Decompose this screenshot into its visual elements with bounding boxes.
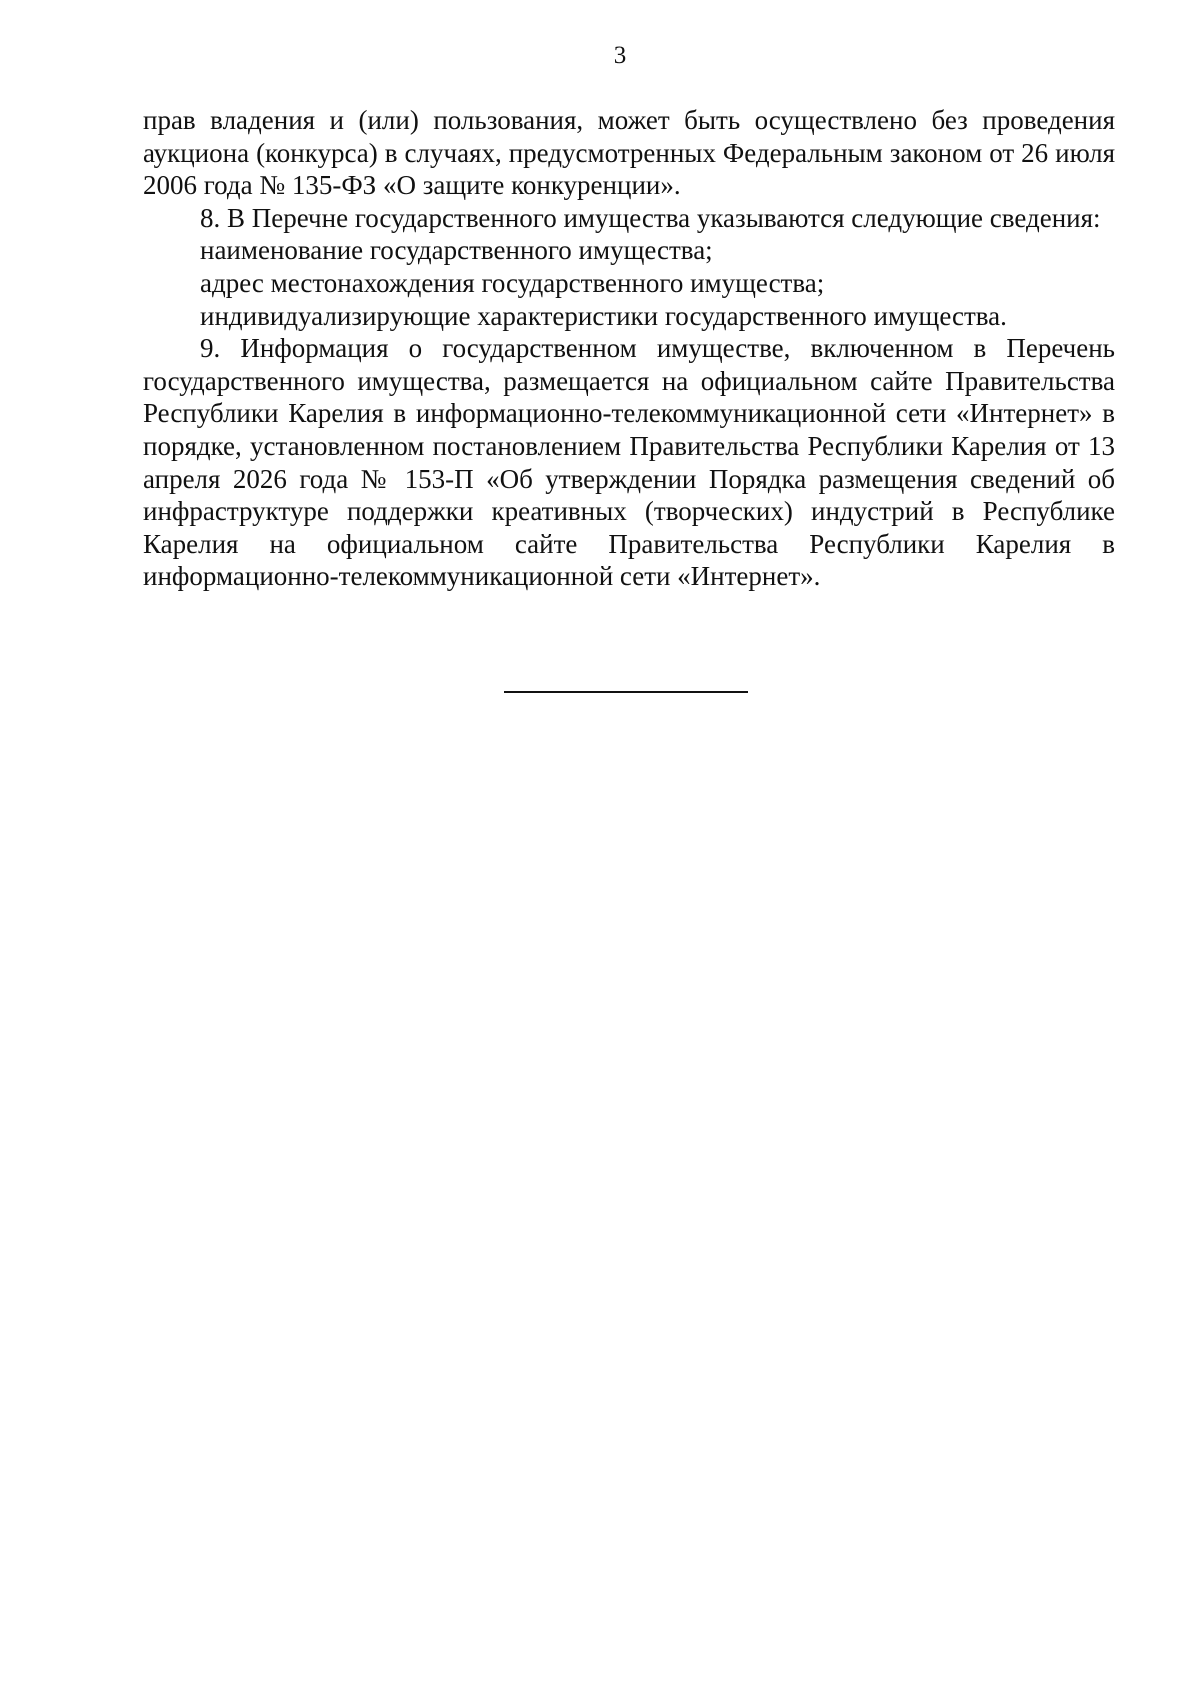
paragraph-continuation: прав владения и (или) пользования, может быть осуществлено без проведения аукциона (конкурса) в случаях, предусмотренных Федеральным законом от 26 июля 2006 года № 135-ФЗ «О защите конкуренции». xyxy=(143,105,1115,201)
list-item-characteristics: индивидуализирующие характеристики государственного имущества. xyxy=(200,300,1007,331)
paragraph-item-8: 8. В Перечне государственного имущества указываются следующие сведения: xyxy=(200,202,1101,233)
document-body xyxy=(143,104,1115,593)
list-item-address: адрес местонахождения государственного имущества; xyxy=(200,267,825,298)
paragraph-item-9: 9. Информация о государственном имуществе, включенном в Перечень государственного имущества, размещается на официальном сайте Правительства Республики Карелия в информационно-телекоммуникационной сети «Интернет» в порядке, установленном постановлением Правительства Республики Карелия от 13 апреля 2026 года № 153-П «Об утверждении Порядка размещения сведений об инфраструктуре поддержки креативных (творческих) индустрий в Республике Карелия на официальном сайте Правительства Республики Карелия в информационно-телекоммуникационной сети «Интернет». xyxy=(143,333,1115,592)
page-number: 3 xyxy=(613,42,627,69)
list-item-name: наименование государственного имущества; xyxy=(200,235,713,266)
end-separator-line xyxy=(504,691,748,693)
